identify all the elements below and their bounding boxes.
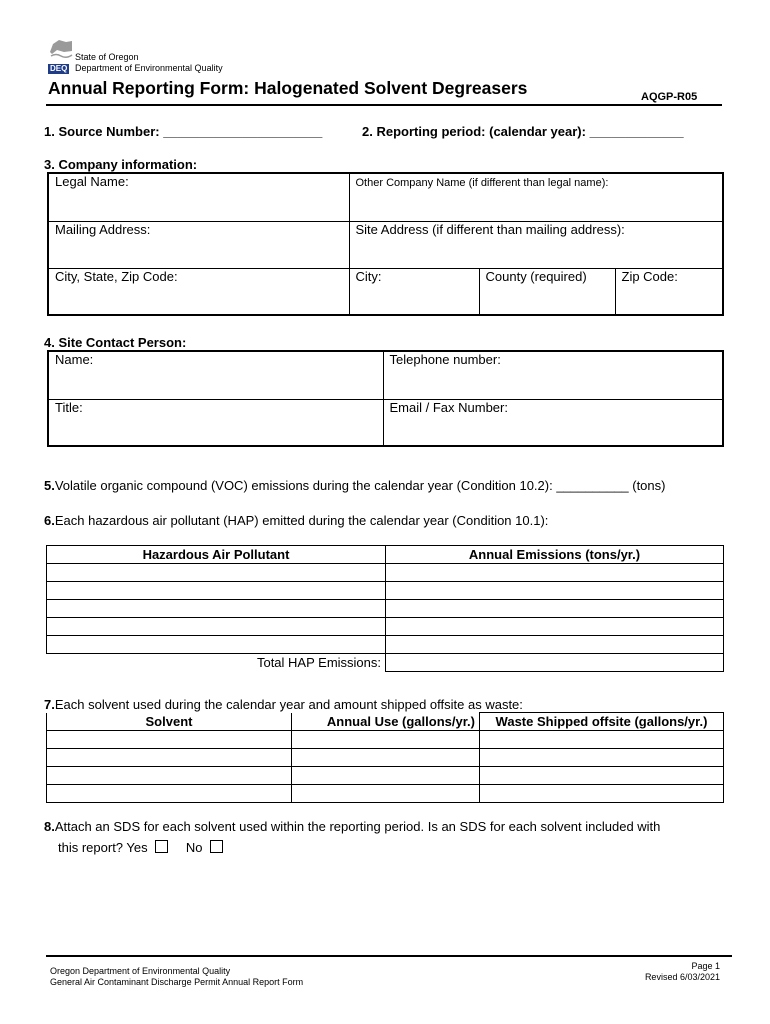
oregon-outline-icon — [48, 38, 74, 64]
solvent-waste-cell[interactable] — [480, 785, 724, 803]
hap-question-text: Each hazardous air pollutant (HAP) emitted during the calendar year (Condition 10.1): — [54, 513, 549, 528]
agency-department-label: Department of Environmental Quality — [75, 63, 223, 73]
reporting-period-field[interactable] — [362, 124, 684, 139]
q5-number: 5. — [44, 478, 55, 493]
hap-emissions-cell[interactable] — [386, 600, 724, 618]
solvent-waste-cell[interactable] — [480, 749, 724, 767]
solvent-name-cell[interactable] — [47, 749, 292, 767]
solvent-col-name: Solvent — [47, 713, 292, 731]
zip-code-field[interactable]: Zip Code: — [615, 268, 723, 315]
footer-page: Page 1 — [691, 961, 720, 971]
hap-question — [44, 513, 548, 528]
solvent-name-cell[interactable] — [47, 767, 292, 785]
hap-emissions-cell[interactable] — [386, 564, 724, 582]
hap-col-pollutant: Hazardous Air Pollutant — [47, 546, 386, 564]
hap-emissions-cell[interactable] — [386, 636, 724, 654]
hap-pollutant-cell[interactable] — [47, 636, 386, 654]
table-row — [47, 749, 724, 767]
reporting-period-label: . Reporting period: (calendar year): — [369, 124, 586, 139]
company-info-table — [47, 172, 724, 316]
q8-number: 8. — [44, 819, 55, 834]
total-hap-label: Total HAP Emissions: — [47, 654, 386, 672]
voc-emissions-text: Volatile organic compound (VOC) emissions during the calendar year (Condition 10.2): __________ (tons) — [54, 478, 666, 493]
table-row — [47, 636, 724, 654]
solvent-question — [44, 697, 523, 712]
solvent-name-cell[interactable] — [47, 731, 292, 749]
legal-name-field[interactable]: Legal Name: — [48, 173, 349, 221]
q6-number: 6. — [44, 513, 55, 528]
mailing-address-field[interactable]: Mailing Address: — [48, 221, 349, 268]
solvent-use-cell[interactable] — [292, 785, 480, 803]
form-code: AQGP-R05 — [641, 91, 698, 103]
hap-pollutant-cell[interactable] — [47, 618, 386, 636]
contact-name-field[interactable]: Name: — [48, 351, 383, 399]
other-company-name-field[interactable]: Other Company Name (if different than legal name): — [349, 173, 723, 221]
q7-number: 7. — [44, 697, 55, 712]
company-info-heading: 3. Company information: — [44, 157, 198, 172]
voc-emissions-field[interactable] — [44, 478, 665, 493]
sds-question-line1: Attach an SDS for each solvent used within the reporting period. Is an SDS for each solvent included with — [54, 819, 661, 834]
city-state-zip-field[interactable]: City, State, Zip Code: — [48, 268, 349, 315]
q1-number: 1. — [44, 124, 55, 139]
sds-question — [44, 819, 660, 834]
hap-pollutant-cell[interactable] — [47, 564, 386, 582]
total-hap-cell[interactable] — [386, 654, 724, 672]
sds-answer-row — [58, 840, 223, 855]
table-row — [47, 564, 724, 582]
hap-emissions-cell[interactable] — [386, 618, 724, 636]
solvent-col-use: Annual Use (gallons/yr.) — [292, 713, 480, 731]
footer-form-name: General Air Contaminant Discharge Permit Annual Report Form — [50, 977, 304, 987]
contact-title-field[interactable]: Title: — [48, 399, 383, 446]
solvent-waste-cell[interactable] — [480, 767, 724, 785]
hap-pollutant-cell[interactable] — [47, 582, 386, 600]
table-row — [47, 582, 724, 600]
city-field[interactable]: City: — [349, 268, 479, 315]
source-number-label: Source Number: — [58, 124, 160, 139]
solvent-name-cell[interactable] — [47, 785, 292, 803]
form-title: Annual Reporting Form: Halogenated Solvent Degreasers — [48, 78, 528, 98]
solvent-table — [46, 712, 724, 803]
deq-badge: DEQ — [50, 64, 68, 73]
site-contact-heading: 4. Site Contact Person: — [44, 335, 187, 350]
hap-col-emissions: Annual Emissions (tons/yr.) — [386, 546, 724, 564]
agency-state-label: State of Oregon — [75, 52, 139, 62]
reporting-period-blank[interactable]: _____________ — [589, 124, 684, 139]
sds-question-line2: this report? Yes — [58, 840, 148, 855]
solvent-use-cell[interactable] — [292, 749, 480, 767]
q2-number: 2 — [362, 124, 370, 139]
solvent-use-cell[interactable] — [292, 767, 480, 785]
solvent-col-waste: Waste Shipped offsite (gallons/yr.) — [480, 713, 724, 731]
email-fax-field[interactable]: Email / Fax Number: — [383, 399, 723, 446]
sds-no-label: No — [185, 840, 203, 855]
table-row — [47, 600, 724, 618]
table-row — [47, 785, 724, 803]
table-row — [47, 767, 724, 785]
solvent-question-text: Each solvent used during the calendar year and amount shipped offsite as waste: — [54, 697, 523, 712]
source-number-blank[interactable]: ______________________ — [163, 124, 323, 139]
hap-table — [46, 545, 724, 672]
site-address-field[interactable]: Site Address (if different than mailing address): — [349, 221, 723, 268]
footer-revised: Revised 6/03/2021 — [644, 972, 720, 982]
hap-pollutant-cell[interactable] — [47, 600, 386, 618]
table-row — [47, 731, 724, 749]
hap-emissions-cell[interactable] — [386, 582, 724, 600]
footer-rule — [46, 955, 732, 957]
county-field[interactable]: County (required) — [479, 268, 615, 315]
solvent-waste-cell[interactable] — [480, 731, 724, 749]
sds-no-checkbox[interactable] — [210, 840, 223, 853]
solvent-use-cell[interactable] — [292, 731, 480, 749]
sds-yes-checkbox[interactable] — [155, 840, 168, 853]
footer-agency: Oregon Department of Environmental Quality — [50, 966, 231, 976]
site-contact-table — [47, 350, 724, 447]
table-row — [47, 618, 724, 636]
telephone-field[interactable]: Telephone number: — [383, 351, 723, 399]
header-rule — [46, 104, 722, 106]
source-number-field[interactable] — [44, 124, 322, 139]
